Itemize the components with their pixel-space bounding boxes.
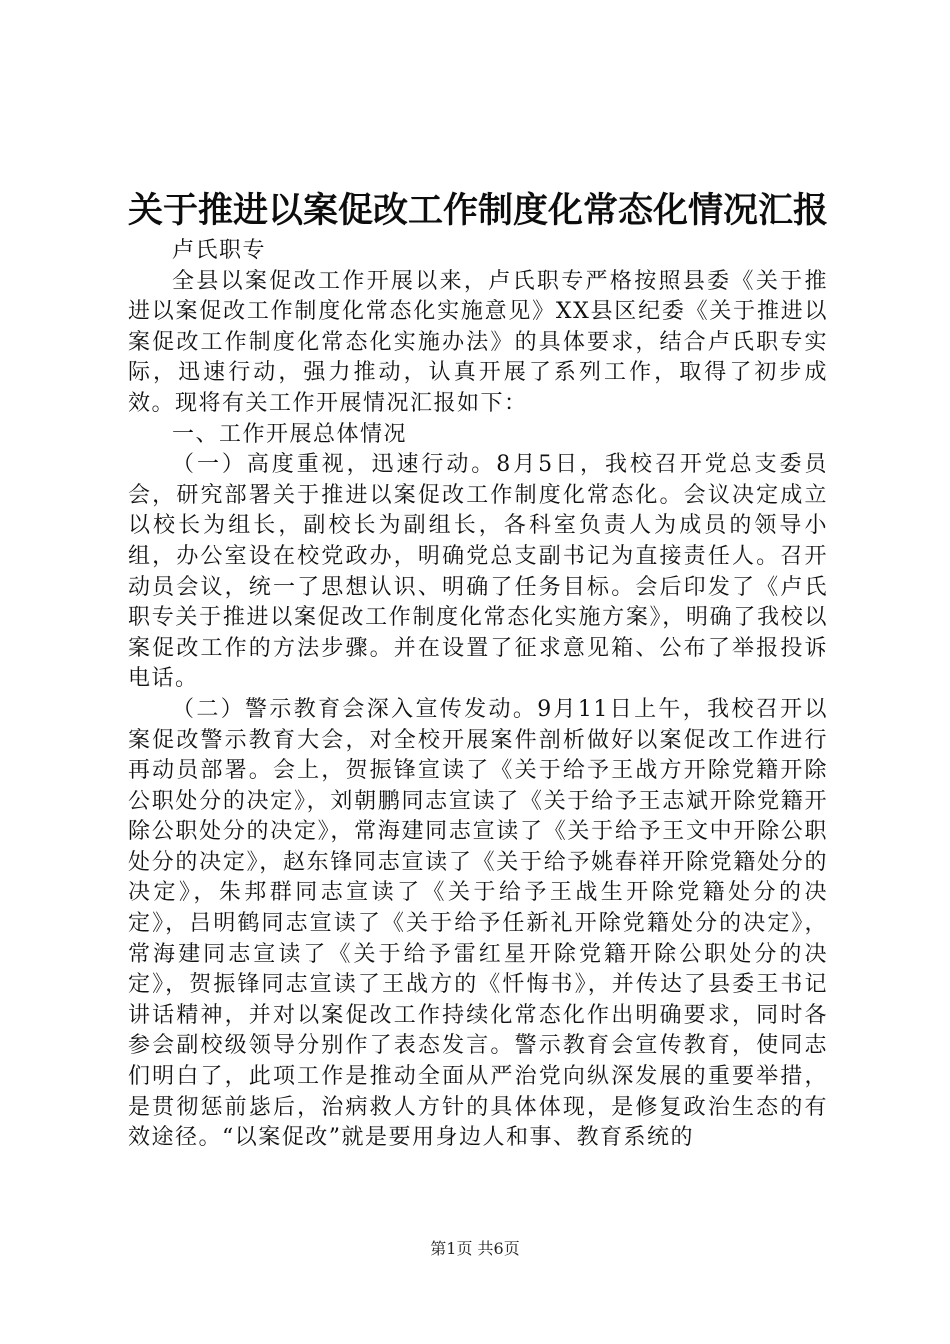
page-footer: 第1页 共6页 — [430, 1239, 520, 1258]
paragraph-item-2: （二）警示教育会深入宣传发动。9月11日上午，我校召开以案促改警示教育大会，对全校开展案件剖析做好以案促改工作进行再动员部署。会上，贺振锋宣读了《关于给予王战方开除党籍开除公职处分的决定》，刘朝鹏同志宣读了《关于给予王志斌开除党籍开除公职处分的决定》，常海建同志宣读了《关于给予王文中开除公职处分的决定》，赵东锋同志宣读了《关于给予姚春祥开除党籍处分的决定》，朱邦群同志宣读了《关于给予王战生开除党籍处分的决定》，吕明鹤同志宣读了《关于给予任新礼开除党籍处分的决定》，常海建同志宣读了《关于给予雷红星开除党籍开除公职处分的决定》，贺振锋同志宣读了王战方的《忏悔书》，并传达了县委王书记讲话精神，并对以案促改工作持续化常态化作出明确要求，同时各参会副校级领导分别作了表态发言。警示教育会宣传教育，使同志们明白了，此项工作是推动全面从严治党向纵深发展的重要举措，是贯彻惩前毖后，治病救人方针的具体体现，是修复政治生态的有效途径。“以案促改”就是要用身边人和事、教育系统的 — [128, 696, 828, 1151]
document-body — [128, 236, 828, 1154]
paragraph-intro: 全县以案促改工作开展以来，卢氏职专严格按照县委《关于推进以案促改工作制度化常态化实施意见》XX县区纪委《关于推进以案促改工作制度化常态化实施办法》的具体要求，结合卢氏职专实际，迅速行动，强力推动，认真开展了系列工作，取得了初步成效。现将有关工作开展情况汇报如下： — [128, 268, 828, 416]
document-title: 关于推进以案促改工作制度化常态化情况汇报 — [128, 191, 829, 231]
section-heading: 一、工作开展总体情况 — [172, 421, 408, 447]
author-line: 卢氏职专 — [172, 238, 267, 263]
paragraph-item-1: （一）高度重视，迅速行动。8月5日，我校召开党总支委员会，研究部署关于推进以案促改工作制度化常态化。会议决定成立以校长为组长，副校长为副组长，各科室负责人为成员的领导小组，办公室设在校党政办，明确党总支副书记为直接责任人。召开动员会议，统一了思想认识、明确了任务目标。会后印发了《卢氏职专关于推进以案促改工作制度化常态化实施方案》，明确了我校以案促改工作的方法步骤。并在设置了征求意见箱、公布了举报投诉电话。 — [128, 452, 828, 692]
